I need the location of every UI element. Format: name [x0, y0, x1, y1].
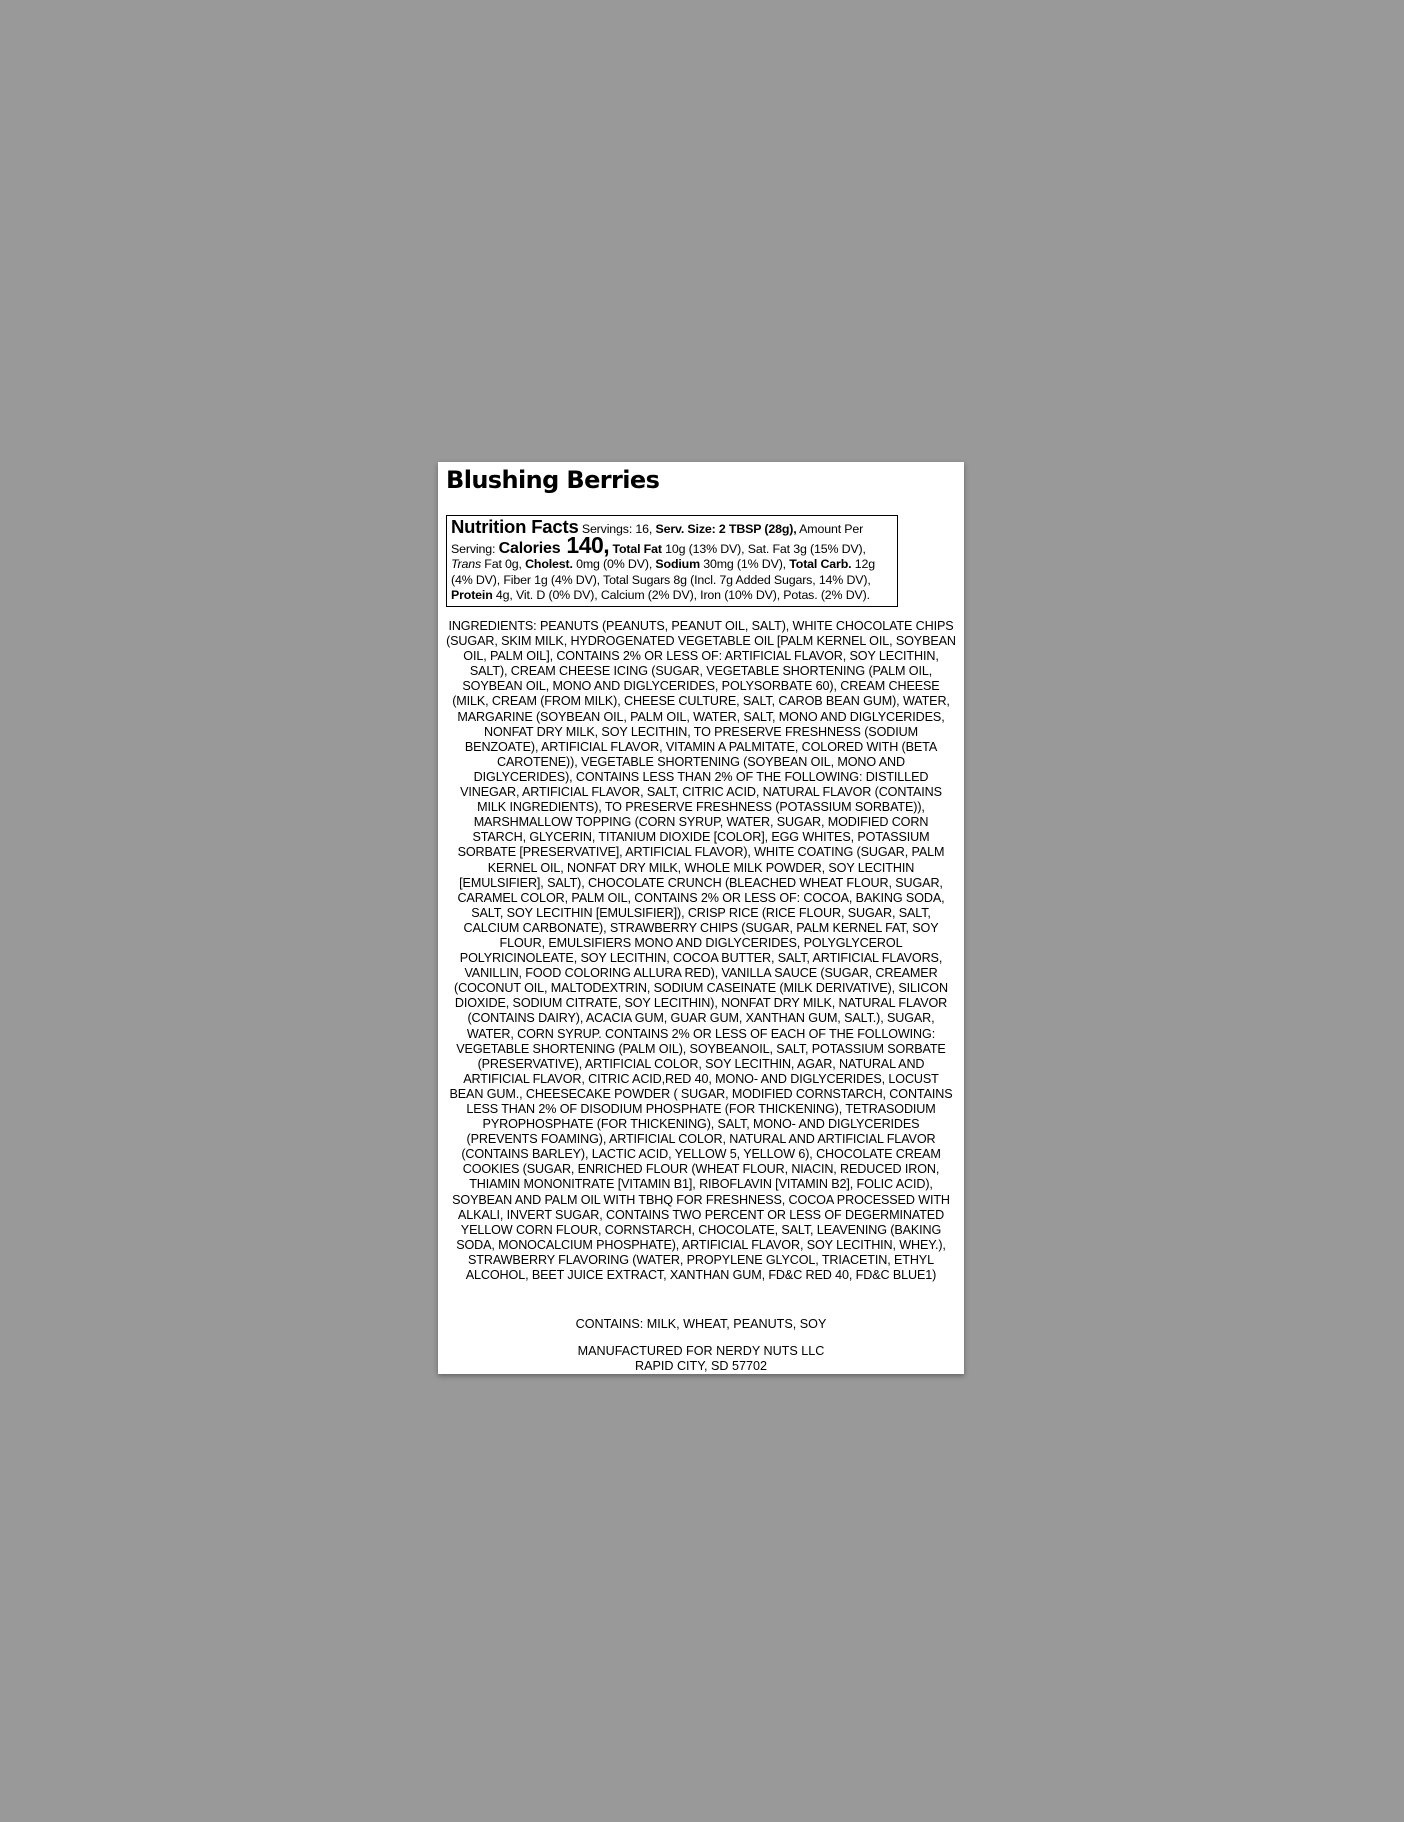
serving-size-label: Serv. Size: 2 TBSP (28g), — [655, 522, 797, 536]
protein-label: Protein — [451, 588, 493, 602]
nutrition-facts-title: Nutrition Facts — [451, 516, 579, 537]
total-carb-value: 12g (4% DV), Fiber 1g (4% DV), Total Sugars 8g (Incl. 7g Added Sugars, 14% DV), — [451, 557, 875, 587]
cholesterol-label: Cholest. — [525, 557, 573, 571]
product-title: Blushing Berries — [446, 466, 660, 494]
calories-label: Calories — [498, 539, 561, 557]
amount-per-serving-text: Amount Per Serving: — [451, 522, 864, 556]
product-label — [438, 462, 964, 1374]
total-fat-label: Total Fat — [609, 541, 662, 556]
manufacturer-name: MANUFACTURED FOR NERDY NUTS LLC — [577, 1344, 825, 1358]
sodium-label: Sodium — [655, 557, 700, 571]
protein-value: 4g, Vit. D (0% DV), Calcium (2% DV), Iron (10% DV), Potas. (2% DV). — [492, 588, 870, 602]
trans-fat-label: Trans — [451, 557, 482, 571]
nutrition-facts-panel — [446, 515, 898, 607]
ingredients-text: INGREDIENTS: PEANUTS (PEANUTS, PEANUT OIL, SALT), WHITE CHOCOLATE CHIPS (SUGAR, SKIM MILK, HYDROGENATED VEGETABLE OIL [PALM KERNEL OIL, SOYBEAN OIL, PALM OIL], CONTAINS 2% OR LESS OF: ARTIFICIAL FLAVOR, SOY LECITHIN, SALT), CREAM CHEESE ICING (SUGAR, VEGETABLE SHORTENING (PALM OIL, SOYBEAN OIL, MONO AND DIGLYCERIDES, POLYSORBATE 60), CREAM CHEESE (MILK, CREAM (FROM MILK), CHEESE CULTURE, SALT, CAROB BEAN GUM), WATER, MARGARINE (SOYBEAN OIL, PALM OIL, WATER, SALT, MONO AND DIGLYCERIDES, NONFAT DRY MILK, SOY LECITHIN, TO PRESERVE FRESHNESS (SODIUM BENZOATE), ARTIFICIAL FLAVOR, VITAMIN A PALMITATE, COLORED WITH (BETA CAROTENE)), VEGETABLE SHORTENING (SOYBEAN OIL, MONO AND DIGLYCERIDES), CONTAINS LESS THAN 2% OF THE FOLLOWING: DISTILLED VINEGAR, ARTIFICIAL FLAVOR, SALT, CITRIC ACID, NATURAL FLAVOR (CONTAINS MILK INGREDIENTS), TO PRESERVE FRESHNESS (POTASSIUM SORBATE)), MARSHMALLOW TOPPING (CORN SYRUP, WATER, SUGAR, MODIFIED CORN STARCH, GLYCERIN, TITANIUM DIOXIDE [COLOR], EGG WHITES, POTASSIUM SORBATE [PRESERVATIVE], ARTIFICIAL FLAVOR), WHITE COATING (SUGAR, PALM KERNEL OIL, NONFAT DRY MILK, WHOLE MILK POWDER, SOY LECITHIN [EMULSIFIER], SALT), CHOCOLATE CRUNCH (BLEACHED WHEAT FLOUR, SUGAR, CARAMEL COLOR, PALM OIL, CONTAINS 2% OR LESS OF: COCOA, BAKING SODA, SALT, SOY LECITHIN [EMULSIFIER]), CRISP RICE (RICE FLOUR, SUGAR, SALT, CALCIUM CARBONATE), STRAWBERRY CHIPS (SUGAR, PALM KERNEL FAT, SOY FLOUR, EMULSIFIERS MONO AND DIGLYCERIDES, POLYGLYCEROL POLYRICINOLEATE, SOY LECITHIN, COCOA BUTTER, SALT, ARTIFICIAL FLAVORS, VANILLIN, FOOD COLORING ALLURA RED), VANILLA SAUCE (SUGAR, CREAMER (COCONUT OIL, MALTODEXTRIN, SODIUM CASEINATE (MILK DERIVATIVE), SILICON DIOXIDE, SODIUM CITRATE, SOY LECITHIN), NONFAT DRY MILK, NATURAL FLAVOR (CONTAINS DAIRY), ACACIA GUM, GUAR GUM, XANTHAN GUM, SALT.), SUGAR, WATER, CORN SYRUP. CONTAINS 2% OR LESS OF EACH OF THE FOLLOWING: VEGETABLE SHORTENING (PALM OIL), SOYBEANOIL, SALT, POTASSIUM SORBATE (PRESERVATIVE), ARTIFICIAL COLOR, SOY LECITHIN, AGAR, NATURAL AND ARTIFICIAL FLAVOR, CITRIC ACID,RED 40, MONO- AND DIGLYCERIDES, LOCUST BEAN GUM., CHEESECAKE POWDER ( SUGAR, MODIFIED CORNSTARCH, CONTAINS LESS THAN 2% OF DISODIUM PHOSPHATE (FOR THICKENING), TETRASODIUM PYROPHOSPHATE (FOR THICKENING), SALT, MONO- AND DIGLYCERIDES (PREVENTS FOAMING), ARTIFICIAL COLOR, NATURAL AND ARTIFICIAL FLAVOR (CONTAINS BARLEY), LACTIC ACID, YELLOW 5, YELLOW 6), CHOCOLATE CREAM COOKIES (SUGAR, ENRICHED FLOUR (WHEAT FLOUR, NIACIN, REDUCED IRON, THIAMIN MONONITRATE [VITAMIN B1], RIBOFLAVIN [VITAMIN B2], FOLIC ACID), SOYBEAN AND PALM OIL WITH TBHQ FOR FRESHNESS, COCOA PROCESSED WITH ALKALI, INVERT SUGAR, CONTAINS TWO PERCENT OR LESS OF DEGERMINATED YELLOW CORN FLOUR, CORNSTARCH, CHOCOLATE, SALT, LEAVENING (BAKING SODA, MONOCALCIUM PHOSPHATE), ARTIFICIAL FLAVOR, SOY LECITHIN, WHEY.), STRAWBERRY FLAVORING (WATER, PROPYLENE GLYCOL, TRIACETIN, ETHYL ALCOHOL, BEET JUICE EXTRACT, XANTHAN GUM, FD&C RED 40, FD&C BLUE1) — [446, 619, 956, 1283]
servings-text: Servings: 16, — [578, 522, 656, 536]
manufacturer-info — [438, 1344, 964, 1374]
cholesterol-value: 0mg (0% DV), — [572, 557, 656, 571]
allergen-statement: CONTAINS: MILK, WHEAT, PEANUTS, SOY — [575, 1317, 827, 1331]
manufacturer-address: RAPID CITY, SD 57702 — [634, 1359, 768, 1373]
trans-fat-value: Fat 0g, — [481, 557, 526, 571]
calories-value: 140, — [560, 531, 610, 558]
sodium-value: 30mg (1% DV), — [699, 557, 790, 571]
total-carb-label: Total Carb. — [789, 557, 852, 571]
total-fat-value: 10g (13% DV), Sat. Fat 3g (15% DV), — [661, 541, 866, 556]
